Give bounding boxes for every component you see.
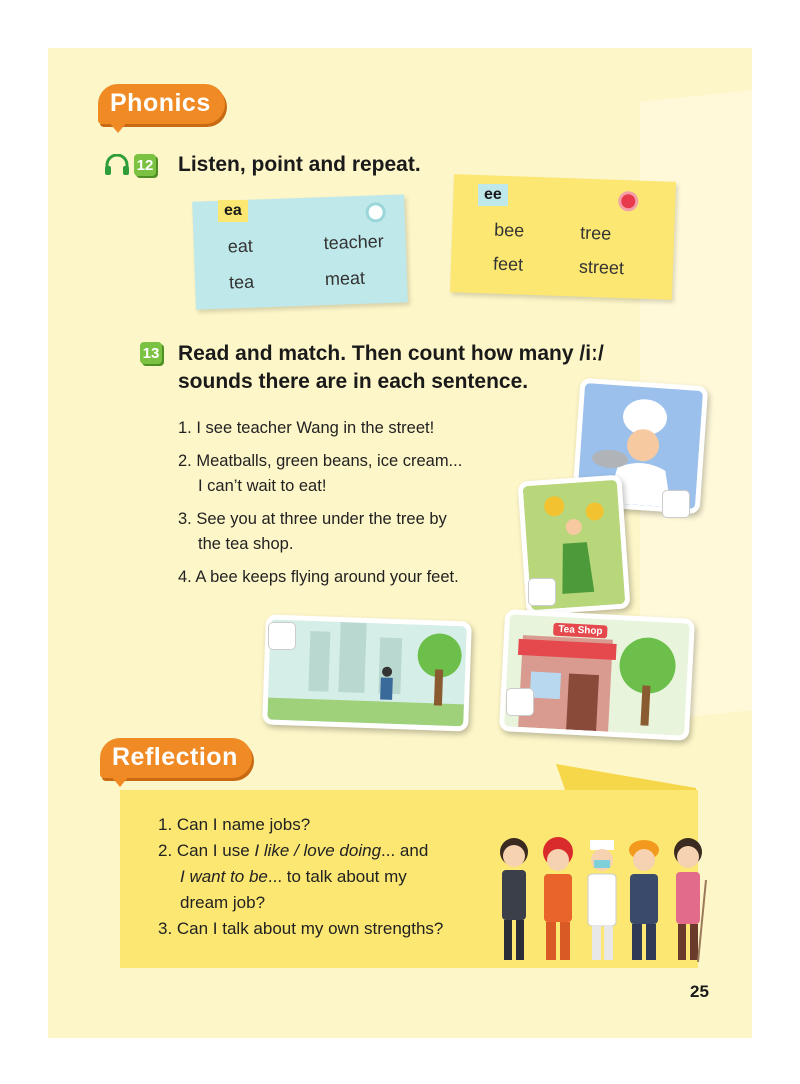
sentence-line: the tea shop.: [198, 535, 294, 553]
ea-word: teacher: [323, 231, 385, 254]
ee-word: bee: [493, 219, 525, 241]
question-text: 2. Can I use: [158, 841, 255, 860]
answer-box[interactable]: [662, 490, 690, 518]
reflection-question: [158, 838, 443, 864]
answer-box[interactable]: [268, 622, 296, 650]
ee-word: feet: [492, 253, 524, 275]
exercise-13-title-line: sounds there are in each sentence.: [178, 370, 529, 393]
reflection-question: 3. Can I talk about my own strengths?: [158, 919, 444, 938]
exercise-12-title: Listen, point and repeat.: [178, 153, 421, 176]
ea-word: tea: [228, 271, 255, 293]
ee-word: street: [578, 256, 625, 279]
sentence-list: [178, 416, 462, 590]
ea-word: meat: [324, 267, 366, 290]
question-text: ... and: [381, 841, 429, 860]
phonics-tag: [98, 84, 225, 124]
reflection-tag: [100, 738, 252, 778]
ea-label: ea: [218, 200, 248, 222]
tea-shop-picture: [499, 609, 695, 741]
answer-box[interactable]: [528, 578, 556, 606]
reflection-tag-label: Reflection: [112, 743, 238, 771]
exercise-12-number: 12: [136, 156, 154, 174]
exercise-13-number: 13: [142, 344, 160, 362]
sentence-item: [178, 565, 462, 590]
sentence-item: [178, 507, 462, 557]
exercise-13-title: [178, 340, 604, 396]
ee-word: tree: [579, 222, 612, 244]
sentence-line: 3. See you at three under the tree by: [178, 510, 447, 528]
street-illustration: [267, 620, 466, 727]
exercise-13-badge: [140, 342, 162, 364]
reflection-questions: [158, 812, 443, 942]
sentence-line: I can’t wait to eat!: [198, 477, 327, 495]
question-italic: I want to be: [180, 867, 268, 886]
question-text: ... to talk about my: [267, 867, 407, 886]
reflection-question: 1. Can I name jobs?: [158, 815, 311, 834]
phonics-tag-label: Phonics: [110, 89, 211, 117]
sentence-line: 4. A bee keeps flying around your feet.: [178, 568, 459, 586]
doctor-figure: [588, 840, 616, 960]
reflection-question-cont: [158, 864, 443, 890]
ee-label: ee: [478, 184, 508, 206]
sentence-item: [178, 449, 462, 499]
pin-icon: [621, 194, 635, 208]
sentence-line: 2. Meatballs, green beans, ice cream...: [178, 452, 463, 470]
page-number: 25: [690, 982, 709, 1001]
tea-shop-sign: Tea Shop: [553, 623, 608, 639]
builder-figure: [629, 840, 659, 960]
ea-word: eat: [227, 235, 254, 257]
exercise-13-title-line: Read and match. Then count how many /iː/: [178, 342, 604, 365]
firefighter-figure: [543, 837, 573, 960]
question-italic: I like / love doing: [254, 841, 382, 860]
headphones-icon[interactable]: [104, 154, 130, 176]
exercise-12-badge: [134, 154, 156, 176]
sentence-line: 1. I see teacher Wang in the street!: [178, 419, 435, 437]
job-characters-illustration: [492, 830, 716, 966]
reflection-question-cont: dream job?: [180, 893, 266, 912]
answer-box[interactable]: [506, 688, 534, 716]
pin-icon: [368, 205, 382, 219]
sentence-item: [178, 416, 462, 441]
office-worker-figure: [500, 838, 528, 960]
cleaner-figure: [674, 838, 706, 962]
